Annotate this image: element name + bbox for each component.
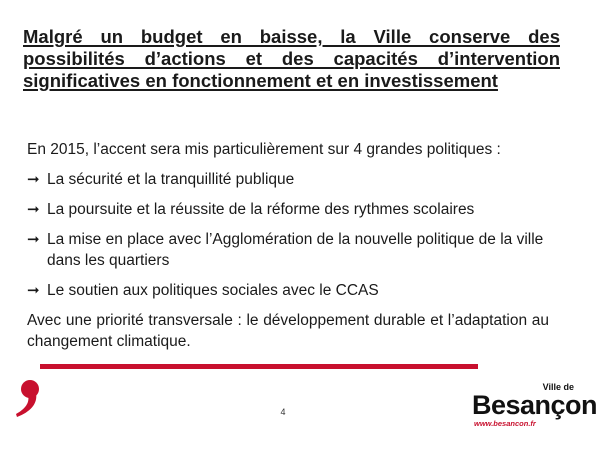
list-item-text: La mise en place avec l’Agglomération de la nouvelle politique de la ville dans les quartiers: [47, 231, 544, 269]
policy-list: [27, 169, 549, 301]
list-item: [27, 199, 549, 220]
arrow-right-icon: ➞: [27, 282, 40, 299]
list-item: [27, 169, 549, 190]
list-item: [27, 280, 549, 301]
page-number: 4: [280, 407, 286, 417]
intro-text: En 2015, l’accent sera mis particulièrement sur 4 grandes politiques :: [27, 141, 501, 158]
footer-divider: [40, 364, 478, 369]
red-apostrophe-icon: [12, 378, 48, 420]
slide-body: [27, 139, 549, 352]
list-item-text: La poursuite et la réussite de la réforme des rythmes scolaires: [47, 201, 475, 218]
list-item-text: La sécurité et la tranquillité publique: [47, 171, 295, 188]
conclusion-text: Avec une priorité transversale : le développement durable et l’adaptation au changement climatique.: [27, 312, 549, 350]
slide-title: Malgré un budget en baisse, la Ville conserve des possibilités d’actions et des capacités d’intervention significatives en fonctionnement et en investissement: [23, 26, 560, 91]
arrow-right-icon: ➞: [27, 201, 40, 218]
logo-prefix: Ville de: [542, 382, 574, 392]
list-item-text: Le soutien aux politiques sociales avec le CCAS: [47, 282, 379, 299]
list-item: [27, 229, 549, 271]
logo-city-name: Besançon: [472, 390, 598, 420]
logo-url: www.besancon.fr: [474, 419, 536, 428]
arrow-right-icon: ➞: [27, 171, 40, 188]
besancon-logo: [472, 382, 598, 428]
arrow-right-icon: ➞: [27, 231, 40, 248]
